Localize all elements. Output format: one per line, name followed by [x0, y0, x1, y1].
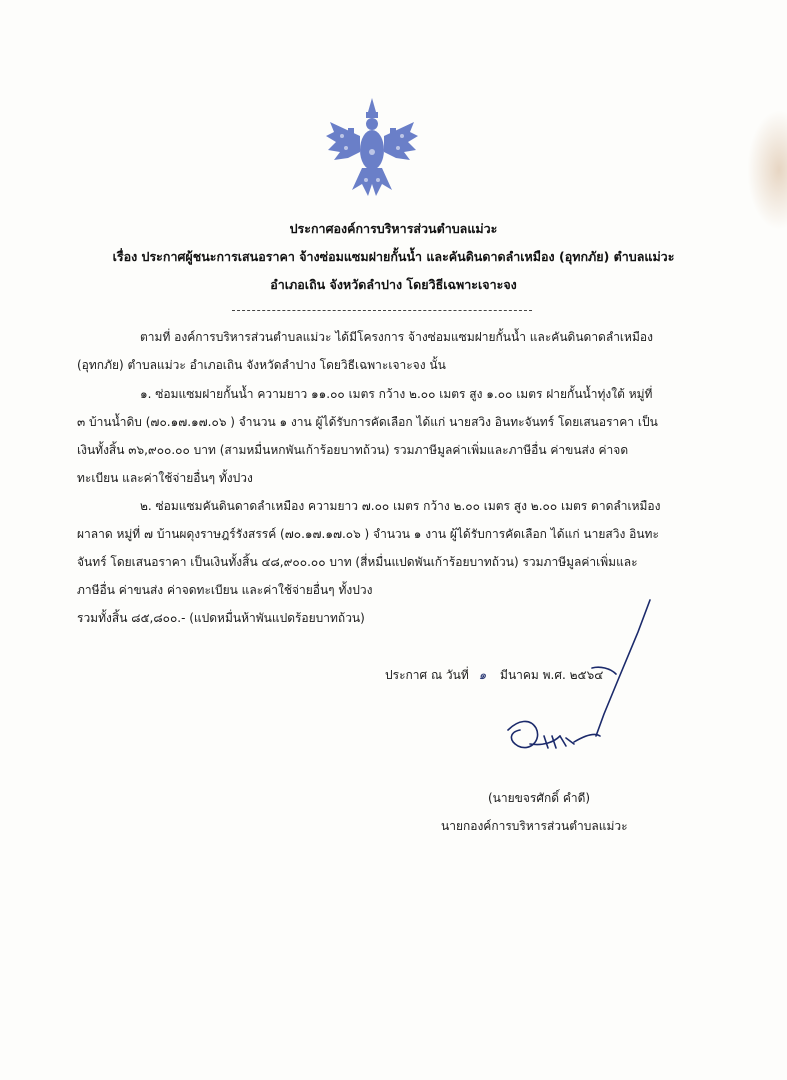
intro-line-2: (อุทกภัย) ตำบลแม่วะ อำเภอเถิน จังหวัดลำปาง โดยวิธีเฉพาะเจาะจง นั้น — [77, 358, 446, 372]
item2-line-3: จันทร์ โดยเสนอราคา เป็นเงินทั้งสิ้น ๔๘,๙๐๐.๐๐ บาท (สี่หมื่นแปดพันเก้าร้อยบาทถ้วน) รวมภาษีมูลค่าเพิ่มและ — [77, 555, 638, 569]
intro-line-1: ตามที่ องค์การบริหารส่วนตำบลแม่วะ ได้มีโครงการ จ้างซ่อมแซมฝายกั้นน้ำ และคันดินดาดลำเหมือง — [140, 330, 653, 344]
item1-line-3: เงินทั้งสิ้น ๓๖,๙๐๐.๐๐ บาท (สามหมื่นหกพันเก้าร้อยบาทถ้วน) รวมภาษีมูลค่าเพิ่มและภาษีอื่น ค่าขนส่ง ค่าจด — [77, 443, 629, 457]
signer-name: (นายขจรศักดิ์ คำดี) — [488, 791, 591, 805]
document-subject: เรื่อง ประกาศผู้ชนะการเสนอราคา จ้างซ่อมแซมฝายกั้นน้ำ และคันดินดาดลำเหมือง (อุทกภัย) ตำบลแม่วะ — [112, 249, 675, 264]
total-amount: รวมทั้งสิ้น ๘๕,๘๐๐.- (แปดหมื่นห้าพันแปดร้อยบาทถ้วน) — [77, 611, 365, 625]
document-title: ประกาศองค์การบริหารส่วนตำบลแม่วะ — [289, 221, 498, 236]
announce-month-year: มีนาคม พ.ศ. ๒๕๖๔ — [500, 668, 604, 682]
announce-prefix: ประกาศ ณ วันที่ — [385, 668, 469, 682]
item1-line-2: ๓ บ้านน้ำดิบ (๗๐.๑๗.๑๗.๐๖ ) จำนวน ๑ งาน ผู้ได้รับการคัดเลือก ได้แก่ นายสวิง อินทะจันทร์ โดยเสนอราคา เป็น — [77, 415, 658, 429]
paper-stain — [747, 110, 787, 230]
document-subject-cont: อำเภอเถิน จังหวัดลำปาง โดยวิธีเฉพาะเจาะจง — [270, 277, 517, 292]
item2-line-1: ๒. ซ่อมแซมคันดินดาดลำเหมือง ความยาว ๗.๐๐ เมตร กว้าง ๒.๐๐ เมตร สูง ๒.๐๐ เมตร ดาดลำเหมือง — [140, 499, 661, 513]
divider-line — [232, 310, 532, 311]
item2-line-4: ภาษีอื่น ค่าขนส่ง ค่าจดทะเบียน และค่าใช้จ่ายอื่นๆ ทั้งปวง — [77, 583, 373, 597]
item2-line-2: ผาลาด หมู่ที่ ๗ บ้านผดุงราษฎร์รังสรรค์ (๗๐.๑๗.๑๗.๐๖ ) จำนวน ๑ งาน ผู้ได้รับการคัดเลือก ได้แก่ นายสวิง อินทะ — [77, 527, 659, 541]
signature-icon — [500, 596, 680, 766]
signer-title: นายกองค์การบริหารส่วนตำบลแม่วะ — [441, 819, 628, 833]
garuda-emblem-icon — [322, 92, 422, 202]
item1-line-4: ทะเบียน และค่าใช้จ่ายอื่นๆ ทั้งปวง — [77, 471, 253, 485]
announce-day: ๑ — [478, 668, 487, 682]
item1-line-1: ๑. ซ่อมแซมฝายกั้นน้ำ ความยาว ๑๑.๐๐ เมตร กว้าง ๒.๐๐ เมตร สูง ๑.๐๐ เมตร ฝายกั้นน้ำทุ่งใต้ หมู่ที่ — [140, 387, 653, 401]
